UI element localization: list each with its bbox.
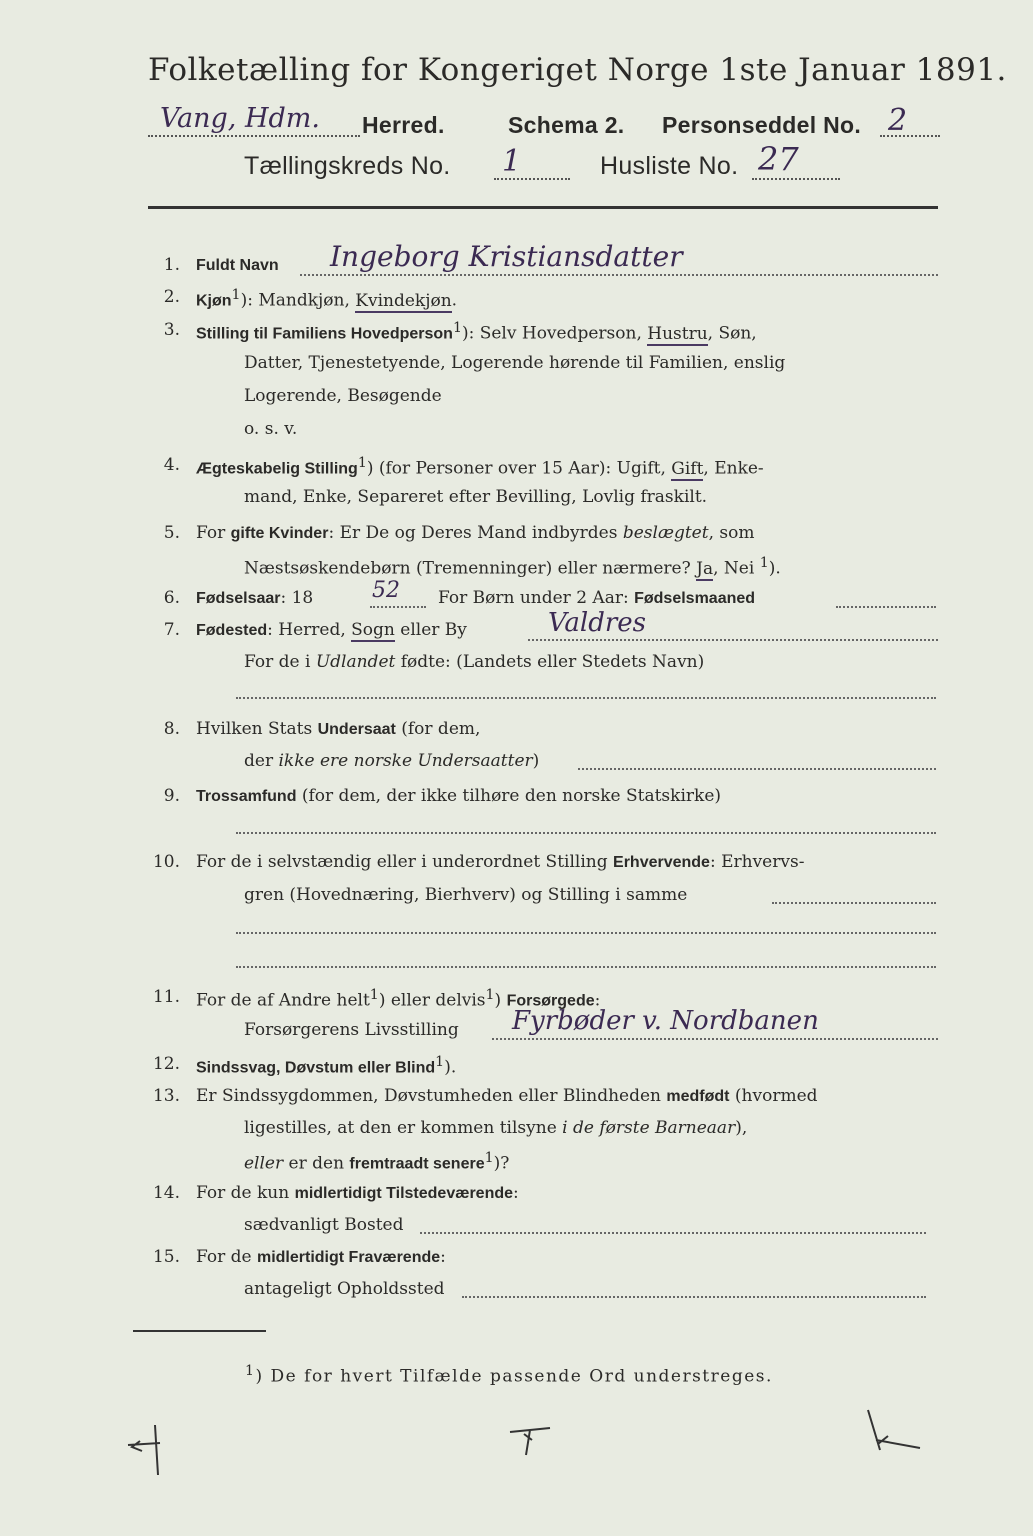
- birthyear-dotline: [370, 606, 426, 608]
- item-text: , Søn,: [707, 323, 757, 344]
- item-text: For de af Andre helt: [196, 990, 370, 1011]
- footnote-ref: 1: [369, 987, 379, 1003]
- schema-label: Schema 2.: [508, 112, 625, 138]
- footnote-text: ) De for hvert Tilfælde passende Ord understreges.: [255, 1366, 773, 1387]
- form-title: Folketælling for Kongeriget Norge 1ste Januar 1891.: [148, 52, 1007, 88]
- footnote-ref: 1: [245, 1363, 256, 1379]
- item-text: ): Selv Hovedperson,: [461, 323, 648, 344]
- occupation-dotline-1: [772, 902, 936, 904]
- item-text: Næstsøskendebørn (Tremenninger) eller nærmere?: [244, 558, 697, 579]
- item-text: (for dem, der ikke tilhøre den norske Statskirke): [296, 786, 722, 806]
- item-label: Trossamfund: [196, 788, 297, 805]
- name-dotline: [300, 274, 938, 276]
- item-text-italic: eller: [244, 1153, 284, 1174]
- selected-option: Kvindekjøn: [355, 290, 452, 311]
- occupation-dotline-3: [236, 966, 936, 968]
- kreds-value: 1: [502, 144, 522, 179]
- foreign-birthplace-dotline: [236, 697, 936, 699]
- footnote-ref: 1: [485, 987, 495, 1003]
- item-number: 8.: [163, 719, 180, 739]
- husliste-label: Husliste No.: [600, 152, 739, 180]
- occupation-dotline-2: [236, 932, 936, 934]
- item-number: 15.: [152, 1247, 180, 1267]
- footnote-ref: 1: [357, 455, 367, 471]
- husliste-dotline: [752, 178, 840, 180]
- item-text: :: [513, 1183, 519, 1203]
- item-text: sædvanligt Bosted: [244, 1215, 404, 1235]
- personseddel-label: Personseddel No.: [662, 112, 862, 138]
- birthplace-dotline: [528, 639, 938, 641]
- item-label: Fødselsaar: [196, 590, 281, 607]
- husliste-value: 27: [758, 140, 799, 178]
- provider-dotline: [492, 1038, 938, 1040]
- stay-dotline: [462, 1296, 926, 1298]
- item-text: For: [196, 523, 231, 543]
- item-number: 10.: [152, 852, 180, 872]
- item-text: Forsørgerens Livsstilling: [244, 1020, 459, 1040]
- item-text: antageligt Opholdssted: [244, 1279, 445, 1299]
- item-number: 6.: [163, 588, 180, 608]
- item-label: fremtraadt senere: [349, 1155, 485, 1173]
- item-text: )?: [493, 1153, 510, 1174]
- item-label: gifte Kvinder: [230, 525, 329, 542]
- religion-dotline: [236, 832, 936, 834]
- item-text: For de kun: [196, 1183, 295, 1203]
- item-label: Forsørgede: [506, 992, 595, 1010]
- item-text: ).: [768, 558, 781, 579]
- item-text-italic: ikke ere norske Undersaatter: [278, 751, 533, 771]
- item-text: ),: [735, 1118, 748, 1138]
- item-label: Fuldt Navn: [196, 257, 279, 274]
- footnote-ref: 1: [759, 555, 769, 571]
- item-text: ): [532, 751, 540, 771]
- registration-mark-right: [860, 1400, 930, 1470]
- item-text: : Erhvervs-: [709, 852, 805, 872]
- item-text: :: [594, 990, 601, 1011]
- herred-value: Vang, Hdm.: [160, 103, 320, 134]
- item-number: 12.: [152, 1054, 180, 1074]
- herred-label: Herred.: [362, 112, 445, 138]
- item-number: 9.: [163, 786, 180, 806]
- item-text: eller By: [394, 620, 467, 640]
- footnote-ref: 1: [231, 287, 241, 303]
- birthyear-value: 52: [372, 578, 400, 603]
- item-text: , Enke-: [703, 458, 764, 479]
- item-number: 7.: [163, 620, 180, 640]
- item-text: o. s. v.: [244, 419, 298, 439]
- item-text: For de: [196, 1247, 257, 1267]
- selected-option: Hustru: [647, 323, 708, 344]
- item-number: 11.: [152, 987, 180, 1007]
- item-text: (hvormed: [729, 1086, 818, 1106]
- item-text-italic: Udlandet: [315, 652, 396, 672]
- footnote-ref: 1: [484, 1150, 494, 1166]
- item-number: 2.: [163, 287, 180, 307]
- item-label: Sindssvag, Døvstum eller Blind: [196, 1059, 436, 1077]
- provider-occupation-value: Fyrbøder v. Nordbanen: [512, 1006, 819, 1036]
- item-text: : 18: [280, 588, 314, 608]
- item-text: Datter, Tjenestetyende, Logerende hørende til Familien, enslig: [244, 353, 786, 373]
- citizenship-dotline: [578, 768, 936, 770]
- item-text: Hvilken Stats: [196, 719, 318, 739]
- personseddel-value: 2: [888, 103, 908, 138]
- item-text: ) (for Personer over 15 Aar): Ugift,: [366, 458, 672, 479]
- item-text-italic: beslægtet: [622, 523, 709, 543]
- item-label: Stilling til Familiens Hovedperson: [196, 325, 453, 343]
- birthplace-value: Valdres: [548, 608, 647, 638]
- item-text: : Herred,: [267, 620, 352, 640]
- item-label: Ægteskabelig Stilling: [196, 460, 358, 478]
- registration-mark-left: [120, 1415, 180, 1485]
- full-name-value: Ingeborg Kristiansdatter: [330, 240, 683, 273]
- footnote-rule: [133, 1330, 266, 1332]
- item-text: ligestilles, at den er kommen tilsyne: [244, 1118, 563, 1138]
- herred-dotline: [148, 135, 360, 137]
- registration-mark-center: [500, 1410, 560, 1470]
- kreds-label: Tællingskreds No.: [244, 152, 451, 180]
- item-text: ).: [444, 1057, 457, 1078]
- item-text: ): [494, 990, 507, 1011]
- item-label: midlertidigt Tilstedeværende: [294, 1185, 514, 1202]
- item-text: Er Sindssygdommen, Døvstumheden eller Blindheden: [196, 1086, 667, 1106]
- item-label: Undersaat: [317, 721, 396, 738]
- item-text: (for dem,: [395, 719, 481, 739]
- item-text: , som: [708, 523, 755, 543]
- item-number: 13.: [152, 1086, 180, 1106]
- item-number: 5.: [163, 523, 180, 543]
- item-text: mand, Enke, Separeret efter Bevilling, Lovlig fraskilt.: [244, 487, 708, 507]
- item-text: fødte: (Landets eller Stedets Navn): [395, 652, 705, 672]
- residence-dotline: [420, 1232, 926, 1234]
- item-label: medfødt: [666, 1088, 730, 1105]
- item-text: gren (Hovednæring, Bierhverv) og Stilling i samme: [244, 885, 688, 905]
- birthmonth-dotline: [836, 606, 936, 608]
- item-text: For de i selvstændig eller i underordnet Stilling: [196, 852, 614, 872]
- item-label: midlertidigt Fraværende: [256, 1249, 441, 1266]
- item-number: 3.: [163, 320, 180, 340]
- item-text: : Er De og Deres Mand indbyrdes: [328, 523, 623, 543]
- item-label: Fødselsmaaned: [634, 590, 756, 607]
- footnote: [245, 1363, 773, 1387]
- item-text: Logerende, Besøgende: [244, 386, 442, 406]
- item-number: 14.: [152, 1183, 180, 1203]
- item-text: der: [244, 751, 279, 771]
- selected-option: Gift: [671, 458, 704, 479]
- item-text: ) eller delvis: [378, 990, 486, 1011]
- selected-option: Ja: [696, 558, 714, 579]
- footnote-ref: 1: [435, 1054, 445, 1070]
- item-number: 4.: [163, 455, 180, 475]
- item-label: Erhvervende: [613, 854, 710, 871]
- item-text: For Børn under 2 Aar:: [438, 588, 635, 608]
- item-text: :: [440, 1247, 446, 1267]
- item-text: .: [451, 290, 458, 311]
- footnote-ref: 1: [452, 320, 462, 336]
- item-text: er den: [283, 1153, 350, 1174]
- selected-option: Sogn: [351, 620, 395, 640]
- item-text: For de i: [244, 652, 316, 672]
- item-number: 1.: [163, 255, 180, 275]
- item-text-italic: i de første Barneaar: [562, 1118, 736, 1138]
- item-text: ): Mandkjøn,: [240, 290, 356, 311]
- item-label: Kjøn: [196, 292, 232, 310]
- item-label: Fødested: [196, 622, 268, 639]
- item-text: , Nei: [713, 558, 760, 579]
- header-rule: [148, 206, 938, 209]
